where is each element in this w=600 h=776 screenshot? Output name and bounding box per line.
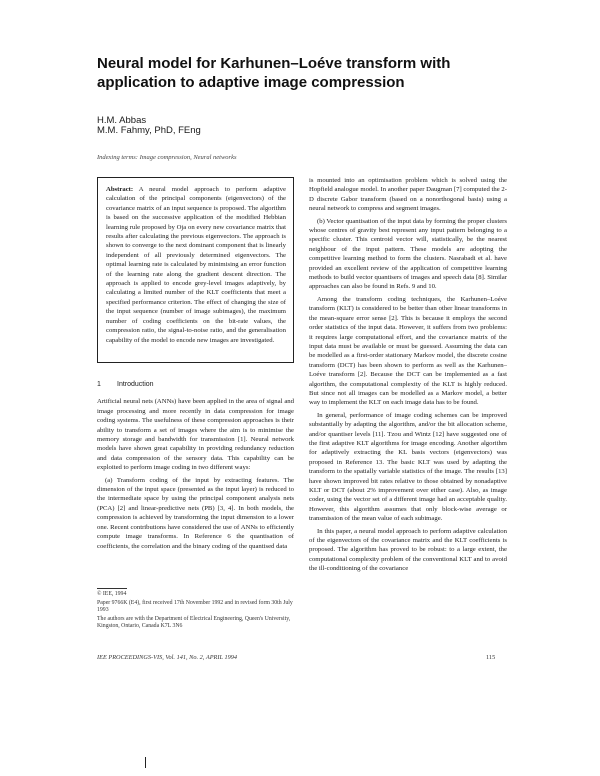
body-paragraph: Artificial neural nets (ANNs) have been applied in the area of signal and image processing and more recently in data compression for image coding systems. The usefulness of these compression approaches is their ability to transform a set of images where the aim is to minimise the memory storage and bandwidth for transmission [1]. Neural network models have shown great capability in providing redundancy reduction and data compression of the sensory data. This capability can be exploited to perform image coding in two different ways: — [97, 398, 294, 472]
margin-mark — [145, 757, 146, 768]
footnote-copyright: © IEE, 1994 — [97, 591, 127, 597]
author-list — [97, 116, 201, 136]
footnote-rule — [97, 588, 127, 589]
indexing-terms: Indexing terms: Image compression, Neural networks — [97, 154, 237, 161]
abstract-box — [97, 177, 294, 363]
footnote-affiliation: The authors are with the Department of Electrical Engineering, Queen's University, Kingston, Ontario, Canada K7L 3N6 — [97, 615, 291, 629]
paper-title: Neural model for Karhunen–Loéve transform with application to adaptive image compression — [97, 55, 451, 91]
page-number: 115 — [486, 654, 496, 661]
footnote-received: Paper 9766K (E4), first received 17th November 1992 and in revised form 30th July 1993 — [97, 599, 293, 613]
body-paragraph: Among the transform coding techniques, the Karhunen–Loéve transform (KLT) is considered to be better than other linear transforms in the mean-square error sense [2]. This is because it employs the second order statistics of the input data. However, it suffers from two problems: it requires large computational effort, and the covariance matrix of the input data must be available or must be guessed. Assuming the data can be modelled as a first-order stationary Markov model, the discrete cosine transform (DCT) has been shown to perform as well as the Karhunen–Loéve transform [2]. Because the DCT can be implemented as a fast algorithm, the computational complexity of the KLT is highly reduced. But since not all images can be modelled as a Markov model, a better way to implement the KLT on each image data has to be found. — [309, 295, 507, 407]
section-title: Introduction — [117, 381, 154, 388]
body-paragraph: (b) Vector quantisation of the input data by forming the proper clusters whose centres of gravity best represent any input pattern belonging to a specific cluster. This centroid vector will, statistically, be the nearest neighbour of the input pattern. These models are adopting the competitive learning method to form the clusters. Nasrabadi et al. have provided an excellent review of the application of competitive learning methods to build vector quantisers of images and speech data [8]. Similar approaches can also be found in Refs. 9 and 10. — [309, 217, 507, 291]
section-heading — [97, 380, 294, 389]
body-paragraph: (a) Transform coding of the input by extracting features. The dimension of the input space (presented as the input layer) is reduced to the intermediate space by using the principal component analysis nets (PCA) [2] and linear-predictive nets (PB) [3, 4]. In both models, the compression is achieved by transforming the input dimension to a lower one. Recent contributions have considered the use of ANNs to efficiently compute image transforms. In Reference 6 the quantisation of coefficients, the correlation and the binary coding of the quantised data — [97, 476, 294, 550]
author-1: H.M. Abbas — [97, 115, 147, 126]
footnotes — [97, 591, 294, 632]
section-number: 1 — [97, 381, 101, 388]
right-column — [309, 176, 507, 652]
author-2: M.M. Fahmy, PhD, FEng — [97, 125, 201, 136]
left-column — [97, 380, 294, 588]
body-paragraph: is mounted into an optimisation problem which is solved using the Hopfield analogue model. In another paper Daugman [7] computed the 2-D discrete Gabor transform (based on a nonorthogonal basis) using a neural network to compress and segment images. — [309, 177, 507, 213]
abstract-label: Abstract: — [106, 186, 134, 193]
body-paragraph: In this paper, a neural model approach to perform adaptive calculation of the eigenvectors of the covariance matrix and the KLT coefficients is proposed. The algorithm has proved to be robust: to a large extent, the computational complexity problem of the conventional KLT and to avoid the ill-conditioning of the covariance — [309, 527, 507, 573]
journal-footer: IEE PROCEEDINGS-VIS, Vol. 141, No. 2, APRIL 1994 — [97, 654, 238, 661]
body-paragraph: In general, performance of image coding schemes can be improved substantially by adapting the algorithm, and/or the bit allocation scheme, and/or quantiser levels [11]. Tzou and Wintz [12] have suggested one of the first adaptive KLT algorithms for image encoding. Another algorithm for adaptively extracting the KL basis vectors (eigenvectors) was proposed in Reference 13. The basic KLT was used by adapting the transform to the spatially variable statistics of the image. The results [13] have shown improved bit rates relative to those obtained by nonadaptive KLT or DCT (about 2% improvement over either case). Also, as image coder, using the vector set of a different image had an acceptable quality. However, this algorithm assumes that only block-wise average or transmission of the mean value of each subimage. — [309, 411, 507, 523]
abstract-text: A neural model approach to perform adaptive calculation of the principal components (eigenvectors) of the covariance matrix of an input sequence is proposed. The algorithm is based on the successive application of the modified Hebbian learning rule proposed by Oja on every new covariance matrix that results after calculating the previous eigenvectors. The approach is shown to converge to the next dominant component that is linearly independent of all previously determined eigenvectors. The optimal learning rate is calculated by minimising an error function of the learning rate along the gradient descent direction. The approach is applied to encode grey-level images adaptively, by calculating a limited number of the KLT coefficients that meet a specified performance criterion. The effect of changing the size of the input sequence (number of image subimages), the maximum number of coding coefficients on the bit-rate values, the compression ratio, the signal-to-noise ratio, and the generalisation capability of the model to encode new images are investigated. — [106, 186, 286, 344]
